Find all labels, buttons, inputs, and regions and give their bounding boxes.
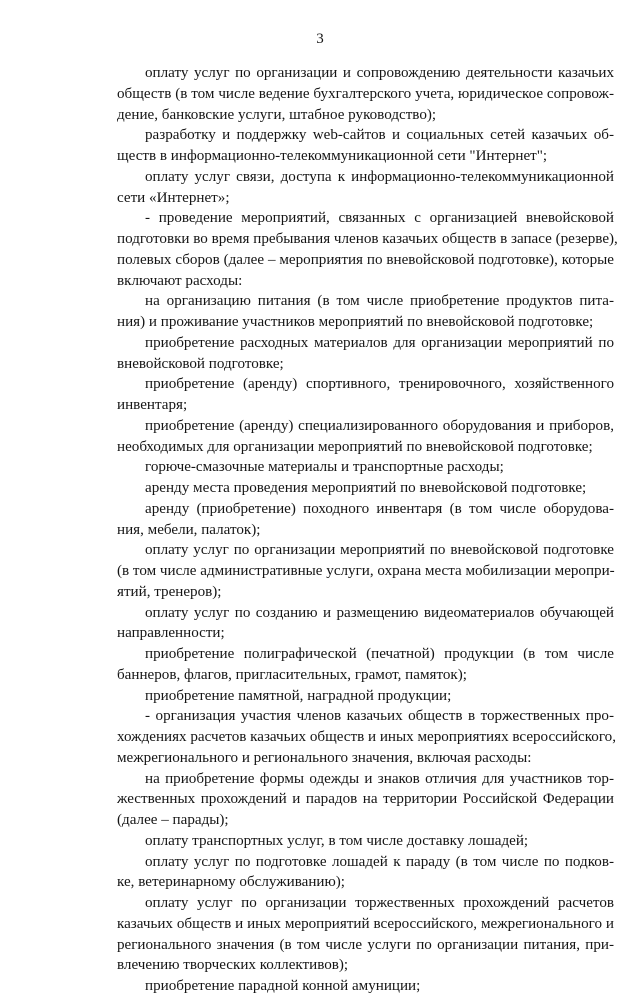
text-line: подготовки во время пребывания членов казачьих обществ в запасе (резерве),	[117, 231, 618, 247]
text-line: обществ (в том числе ведение бухгалтерского учета, юридическое сопровож-	[117, 85, 614, 102]
paragraph	[117, 976, 614, 997]
text-line: инвентаря;	[117, 397, 188, 413]
paragraph	[117, 374, 614, 416]
text-line: хождениях расчетов казачьих обществ и иных мероприятиях всероссийского,	[117, 729, 616, 745]
text-line: ке, ветеринарному обслуживанию);	[117, 874, 345, 891]
text-line: ществ в информационно-телекоммуникационной сети "Интернет";	[117, 148, 548, 164]
text-line: казачьих обществ и иных мероприятий всероссийского, межрегионального и	[117, 915, 614, 932]
text-line: ния) и проживание участников мероприятий по вневойсковой подготовке;	[117, 314, 594, 330]
paragraph	[117, 893, 614, 976]
text-line: сети «Интернет»;	[117, 189, 230, 206]
page-number: 3	[316, 31, 324, 47]
text-line: приобретение (аренду) специализированного оборудования и приборов,	[145, 417, 614, 434]
text-line: межрегионального и регионального значения, включая расходы:	[117, 749, 532, 766]
paragraph	[117, 831, 614, 852]
text-line: приобретение (аренду) спортивного, тренировочного, хозяйственного	[145, 376, 614, 393]
paragraph	[117, 125, 614, 167]
paragraph	[117, 540, 614, 602]
paragraph	[117, 457, 614, 478]
paragraph	[117, 499, 614, 541]
paragraph	[117, 686, 614, 707]
text-line: - проведение мероприятий, связанных с организацией вневойсковой	[145, 210, 614, 227]
paragraph	[117, 167, 614, 209]
text-line: ятий, тренеров);	[117, 583, 222, 600]
paragraph	[117, 333, 614, 375]
text-line: дение, банковские услуги, штабное руководство);	[117, 106, 437, 123]
paragraph	[117, 416, 614, 458]
paragraph	[117, 769, 614, 831]
text-line: включают расходы:	[117, 272, 243, 289]
text-line: оплату услуг по организации мероприятий по вневойсковой подготовке	[145, 542, 614, 559]
text-line: баннеров, флагов, пригласительных, грамот, памяток);	[117, 666, 467, 683]
text-line: оплату услуг связи, доступа к информационно-телекоммуникационной	[145, 168, 614, 185]
text-line: (в том числе административные услуги, охрана места мобилизации меропри-	[117, 563, 615, 579]
paragraph	[117, 63, 614, 125]
text-line: разработку и поддержку web-сайтов и социальных сетей казачьих об-	[145, 127, 614, 144]
text-line: приобретение парадной конной амуниции;	[145, 978, 421, 994]
text-line: аренду (приобретение) походного инвентаря (в том числе оборудова-	[145, 500, 614, 517]
text-line: вневойсковой подготовке;	[117, 355, 284, 372]
paragraph	[117, 603, 614, 645]
text-line: необходимых для организации мероприятий по вневойсковой подготовке;	[117, 438, 593, 455]
text-line: оплату услуг по организации торжественных прохождений расчетов	[145, 895, 614, 911]
text-line: приобретение полиграфической (печатной) продукции (в том числе	[145, 646, 614, 662]
text-line: регионального значения (в том числе услуги по организации питания, при-	[117, 936, 614, 953]
paragraph	[117, 852, 614, 894]
text-line: полевых сборов (далее – мероприятия по вневойсковой подготовке), которые	[117, 251, 614, 268]
text-line: аренду места проведения мероприятий по вневойсковой подготовке;	[145, 480, 587, 496]
text-line: оплату услуг по подготовке лошадей к параду (в том числе по подков-	[145, 853, 614, 870]
paragraph	[117, 208, 618, 291]
text-line: - организация участия членов казачьих обществ в торжественных про-	[145, 708, 614, 725]
text-line: на приобретение формы одежды и знаков отличия для участников тор-	[145, 770, 614, 787]
paragraph	[117, 291, 614, 333]
text-line: оплату транспортных услуг, в том числе доставку лошадей;	[145, 832, 529, 849]
text-line: приобретение расходных материалов для организации мероприятий по	[145, 334, 614, 351]
paragraph	[117, 706, 614, 768]
text-line: жественных прохождений и парадов на территории Российской Федерации	[117, 791, 614, 808]
text-line: ния, мебели, палаток);	[117, 521, 261, 538]
text-line: горюче-смазочные материалы и транспортные расходы;	[145, 459, 504, 476]
text-line: влечению творческих коллективов);	[117, 957, 349, 974]
document-body	[117, 63, 618, 997]
paragraph	[117, 478, 614, 499]
text-line: оплату услуг по организации и сопровождению деятельности казачьих	[145, 65, 614, 81]
text-line: оплату услуг по созданию и размещению видеоматериалов обучающей	[145, 604, 614, 621]
text-line: на организацию питания (в том числе приобретение продуктов пита-	[145, 293, 614, 310]
text-line: направленности;	[117, 625, 225, 642]
paragraph	[117, 644, 614, 686]
text-line: (далее – парады);	[117, 812, 229, 828]
text-line: приобретение памятной, наградной продукции;	[145, 687, 452, 704]
